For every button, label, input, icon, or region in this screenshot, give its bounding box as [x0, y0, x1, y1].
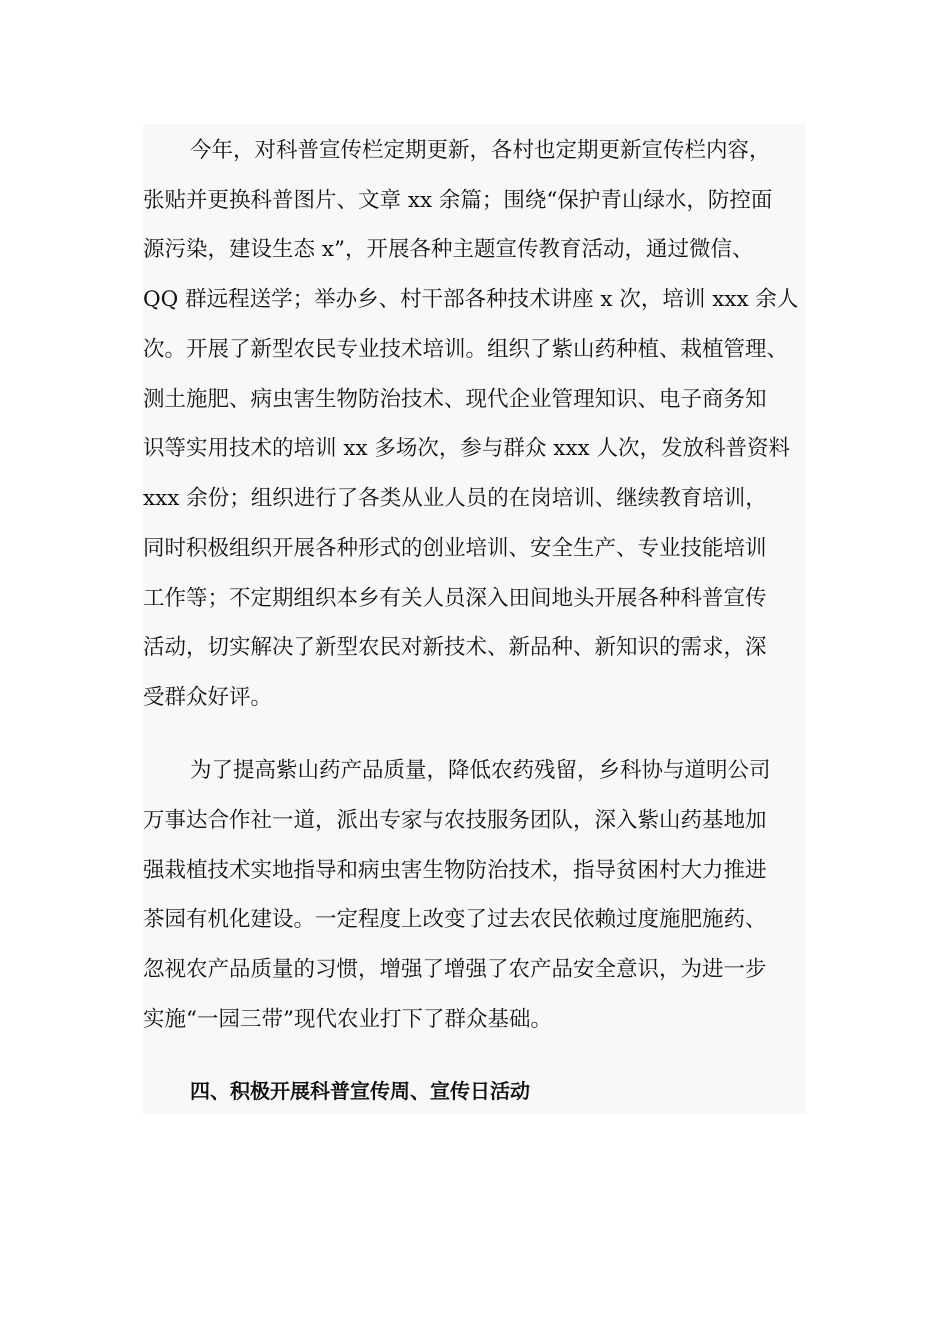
paragraph-1-line-11: 活动，切实解决了新型农民对新技术、新品种、新知识的需求，深: [143, 635, 767, 660]
paragraph-1-line-7: 识等实用技术的培训 xx 多场次，参与群众 xxx 人次，发放科普资料: [143, 436, 790, 461]
paragraph-2-line-1: 为了提高紫山药产品质量，降低农药残留，乡科协与道明公司: [190, 758, 771, 783]
paragraph-1-line-8: xxx 余份；组织进行了各类从业人员的在岗培训、继续教育培训，: [143, 486, 767, 511]
paragraph-1-line-3: 源污染，建设生态 x”，开展各种主题宣传教育活动，通过微信、: [143, 237, 754, 262]
document-body: [143, 124, 806, 1114]
paragraph-1-line-12: 受群众好评。: [143, 685, 273, 710]
paragraph-2-line-2: 万事达合作社一道，派出专家与农技服务团队，深入紫山药基地加: [143, 808, 767, 833]
paragraph-1-line-1: 今年，对科普宣传栏定期更新，各村也定期更新宣传栏内容，: [190, 138, 771, 163]
section-heading: 四、积极开展科普宣传周、宣传日活动: [190, 1079, 530, 1103]
paragraph-2-line-3: 强栽植技术实地指导和病虫害生物防治技术，指导贫困村大力推进: [143, 858, 767, 883]
paragraph-1-line-10: 工作等；不定期组织本乡有关人员深入田间地头开展各种科普宣传: [143, 586, 767, 611]
paragraph-1-line-6: 测土施肥、病虫害生物防治技术、现代企业管理知识、电子商务知: [143, 387, 767, 412]
paragraph-2-line-5: 忽视农产品质量的习惯，增强了增强了农产品安全意识，为进一步: [143, 957, 767, 982]
paragraph-2-line-4: 茶园有机化建设。一定程度上改变了过去农民依赖过度施肥施药、: [143, 907, 767, 932]
paragraph-1-line-4: QQ 群远程送学；举办乡、村干部各种技术讲座 x 次，培训 xxx 余人: [143, 287, 799, 312]
paragraph-2-line-6: 实施“一园三带”现代农业打下了群众基础。: [143, 1007, 552, 1032]
paragraph-1-line-9: 同时积极组织开展各种形式的创业培训、安全生产、专业技能培训: [143, 536, 767, 561]
paragraph-1-line-5: 次。开展了新型农民专业技术培训。组织了紫山药种植、栽植管理、: [143, 337, 789, 362]
paragraph-1-line-2: 张贴并更换科普图片、文章 xx 余篇；围绕“保护青山绿水，防控面: [143, 188, 773, 213]
